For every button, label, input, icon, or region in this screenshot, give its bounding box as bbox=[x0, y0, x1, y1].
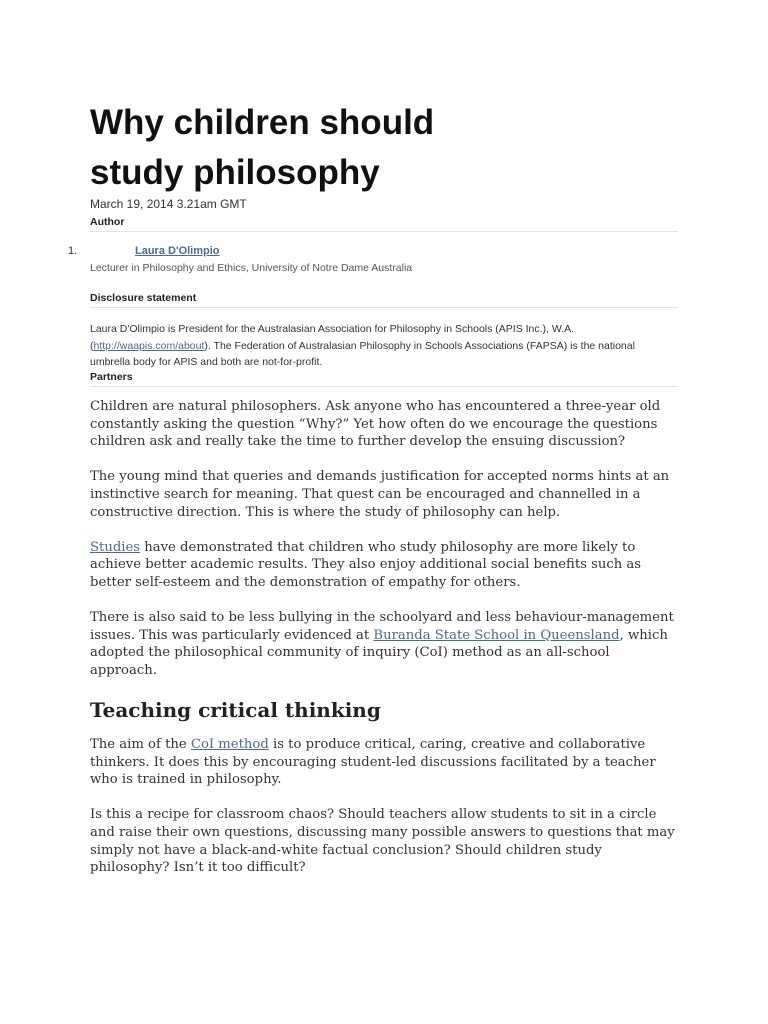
author-heading: Author bbox=[90, 216, 125, 228]
paragraph bbox=[90, 736, 680, 789]
paragraph bbox=[90, 539, 680, 592]
paragraph: Is this a recipe for classroom chaos? Should teachers allow students to sit in a circle and raise their own questions, discussing many possible answers to questions that may simply not have a black-and-white factual conclusion? Should children study philosophy? Isn’t it too difficult? bbox=[90, 807, 675, 876]
paragraph-text: is to produce critical, caring, creative and collaborative thinkers. It does this by encouraging student-led discussions facilitated by a teacher who is trained in philosophy. bbox=[90, 737, 656, 788]
buranda-school-link[interactable]: Buranda State School in Queensland bbox=[373, 627, 620, 643]
author-role: Lecturer in Philosophy and Ethics, University of Notre Dame Australia bbox=[90, 262, 413, 274]
section-heading: Teaching critical thinking bbox=[90, 698, 381, 723]
divider bbox=[90, 231, 678, 232]
paragraph: Children are natural philosophers. Ask anyone who has encountered a three-year old constantly asking the question “Why?” Yet how often do we encourage the questions children ask and really take the time to further develop the ensuing discussion? bbox=[90, 399, 661, 450]
paragraph-text: , which adopted the philosophical community of inquiry (CoI) method as an all-school approach. bbox=[90, 627, 668, 678]
disclosure-text-after: ). The Federation of Australasian Philosophy in Schools Associations (FAPSA) is the national umbrella body for APIS and both are not-for-profit. bbox=[90, 339, 635, 368]
author-list-number: 1. bbox=[68, 245, 78, 257]
disclosure-text-before: Laura D'Olimpio is President for the Australasian Association for Philosophy in Schools (APIS Inc.), W.A. ( bbox=[90, 323, 575, 352]
article-date: March 19, 2014 3.21am GMT bbox=[90, 197, 247, 211]
paragraph bbox=[90, 609, 680, 679]
paragraph: The young mind that queries and demands justification for accepted norms hints at an instinctive search for meaning. That quest can be encouraged and channelled in a constructive direction. This is where the study of philosophy can help. bbox=[90, 469, 670, 520]
partners-heading: Partners bbox=[90, 371, 133, 383]
waapis-link[interactable]: http://waapis.com/about bbox=[93, 339, 205, 352]
divider bbox=[90, 307, 678, 308]
paragraph-text: The aim of the bbox=[90, 737, 191, 753]
coi-method-link[interactable]: CoI method bbox=[190, 737, 269, 753]
disclosure-statement bbox=[90, 321, 660, 371]
paragraph-text: have demonstrated that children who study philosophy are more likely to achieve better academic results. They also enjoy additional social benefits such as better self-esteem and the demonstration of empathy for others. bbox=[90, 539, 642, 590]
divider bbox=[90, 386, 678, 387]
article-title: Why children should study philosophy bbox=[90, 103, 435, 192]
author-name-link[interactable]: Laura D'Olimpio bbox=[135, 245, 220, 257]
studies-link[interactable]: Studies bbox=[90, 539, 141, 555]
article-body bbox=[90, 398, 680, 894]
paragraph-text: There is also said to be less bullying in the schoolyard and less behaviour-management issues. This was particularly evidenced at bbox=[90, 610, 674, 643]
disclosure-heading: Disclosure statement bbox=[90, 292, 197, 304]
